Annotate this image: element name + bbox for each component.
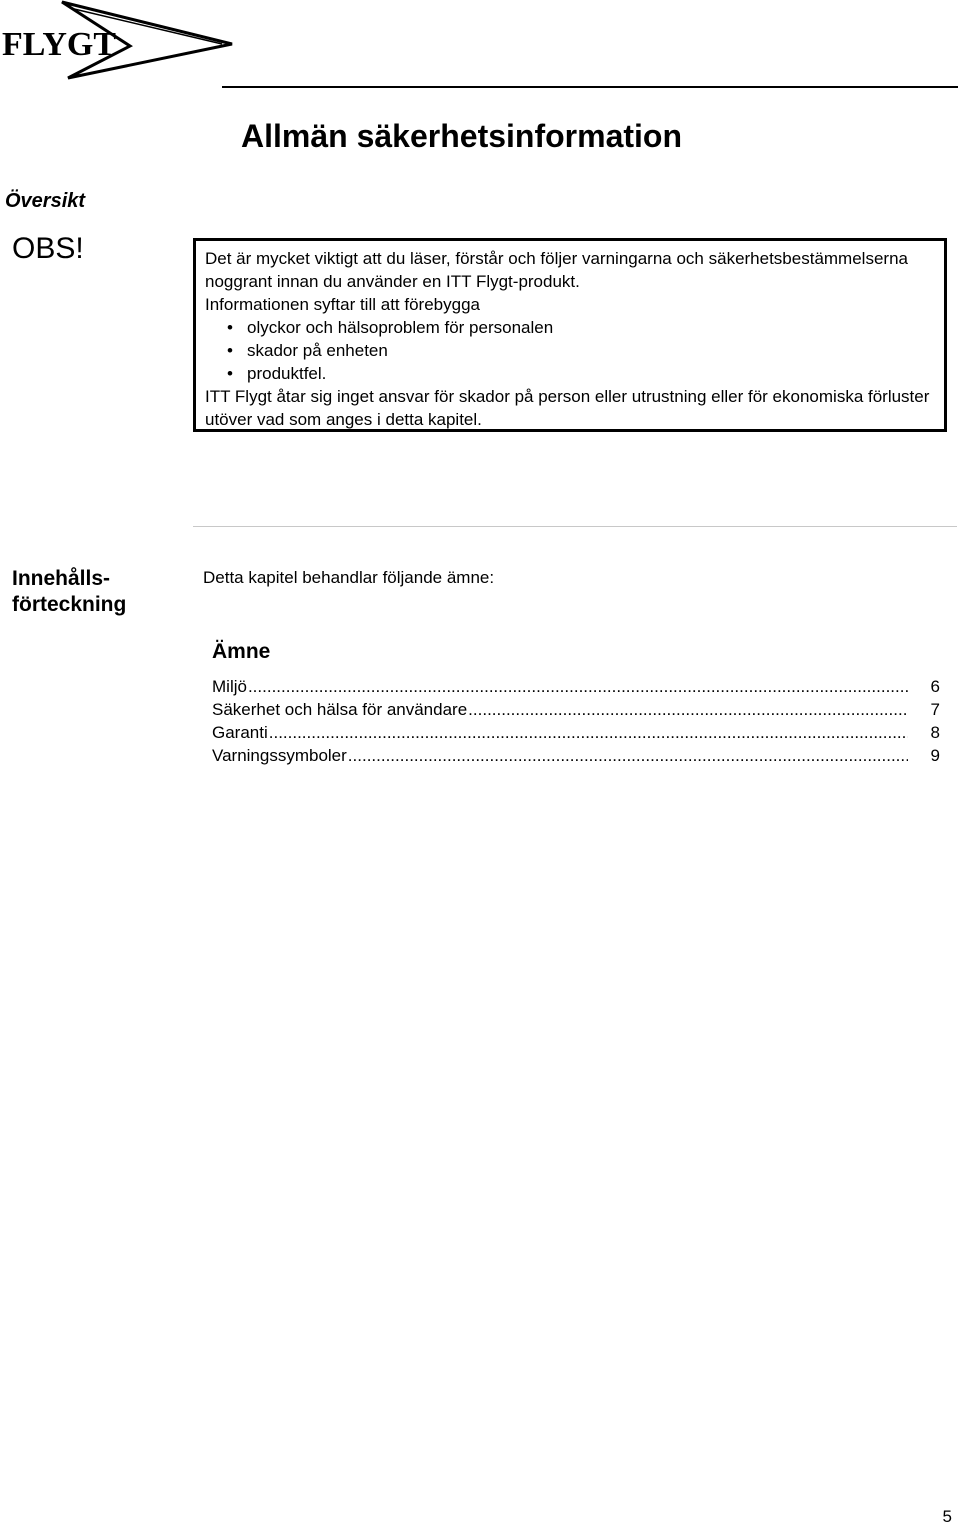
list-item (205, 362, 935, 385)
toc-list (212, 675, 940, 767)
toc-leader-dots (348, 744, 908, 767)
toc-entry-label: Varningssymboler (212, 746, 347, 765)
toc-heading-line2: förteckning (12, 593, 127, 616)
list-item (205, 316, 935, 339)
toc-intro: Detta kapitel behandlar följande ämne: (203, 568, 495, 587)
notice-box (193, 238, 947, 432)
toc-heading (12, 566, 126, 618)
toc-entry-page: 8 (930, 723, 940, 742)
notice-bullet-list (205, 316, 935, 385)
notice-intro: Det är mycket viktigt att du läser, förstår och följer varningarna och säkerhetsbestämmelserna noggrant innan du använder en ITT Flygt-produkt. (205, 249, 908, 291)
toc-entry-sakerhet[interactable] (212, 698, 940, 721)
obs-label: OBS! (12, 232, 84, 265)
list-item (205, 339, 935, 362)
bullet-icon: • (227, 341, 233, 360)
notice-disclaimer: ITT Flygt åtar sig inget ansvar för skador på person eller utrustning eller för ekonomiska förluster utöver vad som anges i detta kapitel. (205, 387, 930, 429)
toc-entry-page: 7 (930, 700, 940, 719)
overview-heading: Översikt (5, 190, 86, 212)
bullet-text: produktfel. (247, 364, 327, 383)
bullet-text: olyckor och hälsoproblem för personalen (247, 318, 554, 337)
bullet-icon: • (227, 318, 233, 337)
toc-entry-label: Säkerhet och hälsa för användare (212, 700, 468, 719)
toc-entry-miljo[interactable] (212, 675, 940, 698)
bullet-icon: • (227, 364, 233, 383)
toc-entry-label: Garanti (212, 723, 268, 742)
page-title: Allmän säkerhetsinformation (241, 118, 682, 154)
toc-heading-line1: Innehålls- (12, 567, 111, 590)
logo-wordmark: FLYGT (2, 26, 117, 63)
toc-leader-dots (468, 698, 908, 721)
toc-entry-page: 6 (930, 677, 940, 696)
bullet-text: skador på enheten (247, 341, 388, 360)
page-number: 5 (942, 1507, 952, 1526)
toc-subheading: Ämne (212, 640, 271, 663)
flygt-logo (0, 0, 235, 82)
toc-entry-label: Miljö (212, 677, 247, 696)
header-rule (222, 86, 958, 88)
toc-leader-dots (248, 675, 908, 698)
toc-entry-varningssymboler[interactable] (212, 744, 940, 767)
toc-entry-garanti[interactable] (212, 721, 940, 744)
section-divider (193, 526, 957, 527)
toc-entry-page: 9 (930, 746, 940, 765)
notice-purpose: Informationen syftar till att förebygga (205, 295, 480, 314)
toc-leader-dots (269, 721, 908, 744)
